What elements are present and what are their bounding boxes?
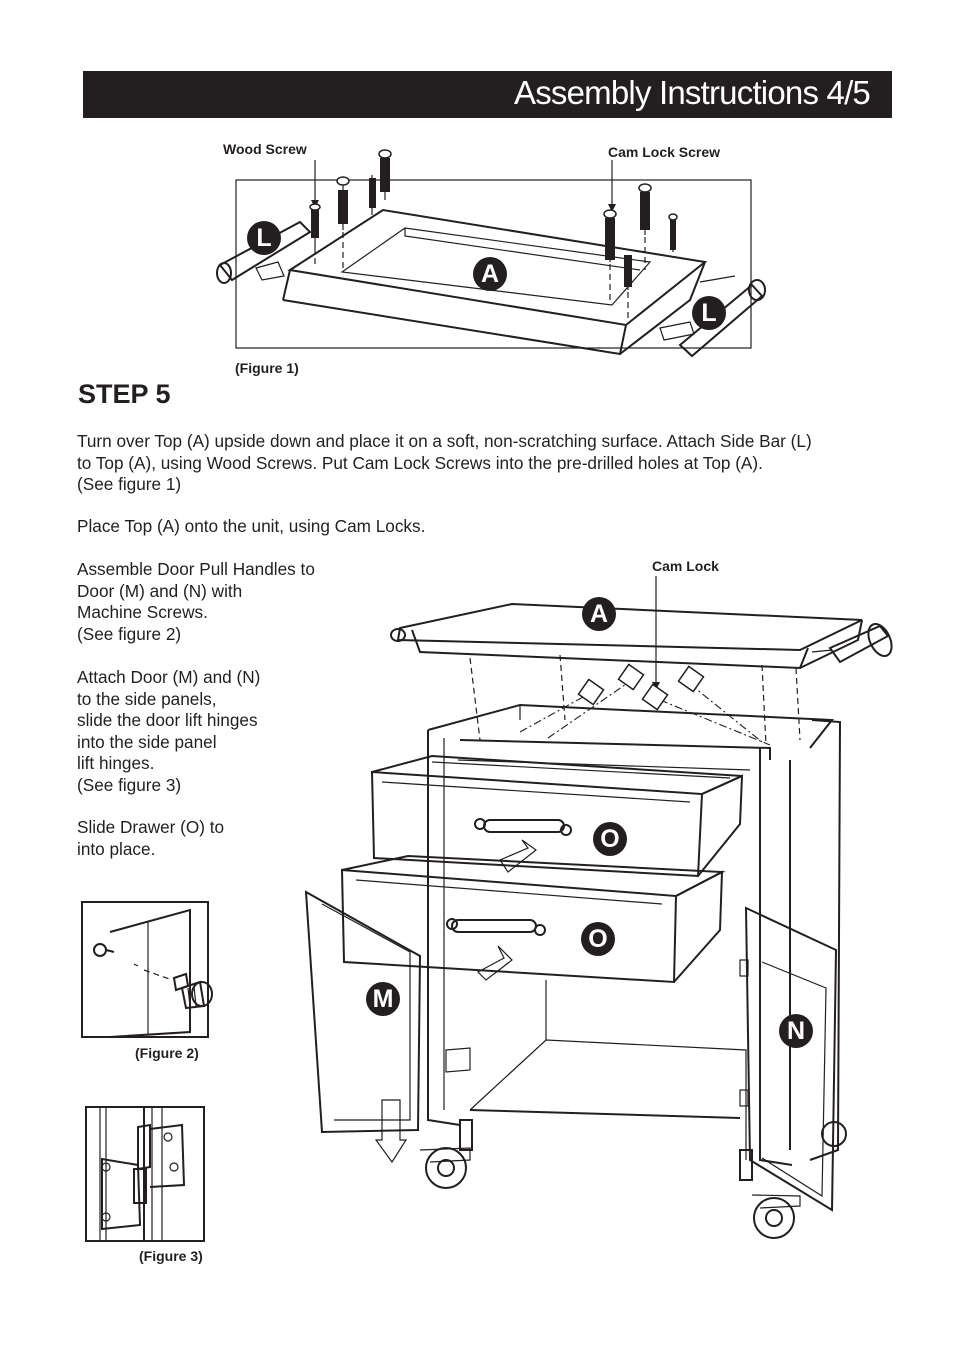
cam-lock-screw-label: Cam Lock Screw (608, 144, 721, 160)
step-paragraph-5: Slide Drawer (O) to into place. (77, 817, 225, 859)
part-o-badge-lower: O (581, 922, 615, 956)
figure-2-caption: (Figure 2) (135, 1045, 199, 1061)
part-n-badge: N (779, 1014, 813, 1048)
part-o-badge-upper: O (593, 822, 627, 856)
step-paragraph-4: Attach Door (M) and (N) to the side panels, slide the door lift hinges into the side panel lift hinges. (See figure 3) (77, 667, 261, 795)
part-l-badge-left: L (247, 221, 281, 255)
part-l-badge-right: L (692, 296, 726, 330)
figure-3-caption: (Figure 3) (139, 1248, 203, 1264)
part-a-badge-main: A (582, 597, 616, 631)
step-paragraph-1: Turn over Top (A) upside down and place it on a soft, non-scratching surface. Attach Side Bar (L) to Top (A), using Wood Screws. Put Cam Lock Screws into the pre-drilled holes at Top (A). (See figure 1) (77, 431, 812, 494)
page-title: Assembly Instructions 4/5 (514, 74, 870, 111)
wood-screw-label: Wood Screw (223, 141, 307, 157)
part-a-badge-fig1: A (473, 257, 507, 291)
step-paragraph-3: Assemble Door Pull Handles to Door (M) and (N) with Machine Screws. (See figure 2) (77, 559, 315, 644)
step-paragraph-2: Place Top (A) onto the unit, using Cam Locks. (77, 516, 426, 536)
step-title: STEP 5 (78, 379, 171, 409)
cam-lock-label: Cam Lock (652, 558, 719, 574)
figure-1-caption: (Figure 1) (235, 360, 299, 376)
part-m-badge: M (366, 982, 400, 1016)
